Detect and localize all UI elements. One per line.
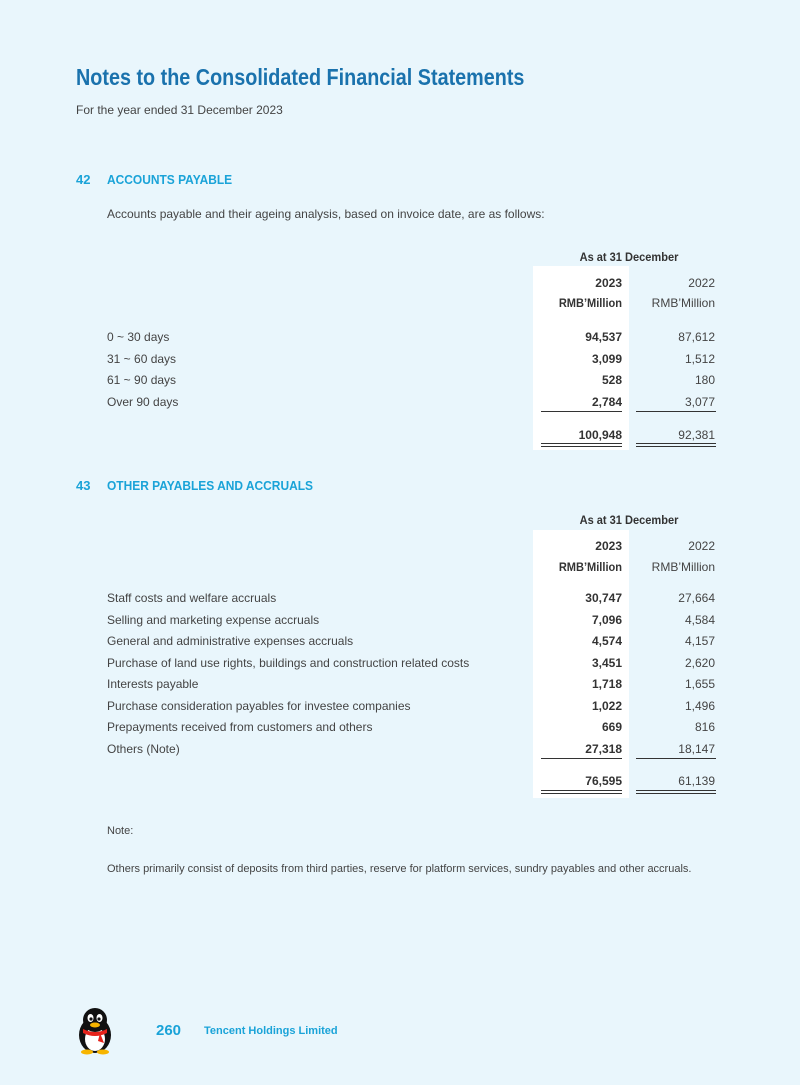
subtotal-rule-2022 [636, 758, 716, 759]
row-value-2022: 2,620 [684, 656, 715, 670]
total-value-2022: 61,139 [678, 774, 715, 788]
total-value-2023: 100,948 [578, 428, 622, 442]
row-value-2022: 3,077 [684, 395, 715, 409]
section-42-intro: Accounts payable and their ageing analysis, based on invoice date, are as follows: [107, 207, 545, 221]
section-43-title: OTHER PAYABLES AND ACCRUALS [107, 478, 314, 493]
year-current-header: 2023 [595, 276, 622, 290]
total-value-2023: 76,595 [585, 774, 622, 788]
year-prior-header: 2022 [688, 539, 715, 553]
row-value-2023: 7,096 [591, 613, 622, 627]
section-42-number: 42 [76, 172, 91, 187]
total-double-rule-2023-top [541, 790, 622, 791]
row-value-2022: 1,512 [684, 352, 715, 366]
company-name: Tencent Holdings Limited [204, 1025, 338, 1037]
row-label: 31 ~ 60 days [107, 352, 177, 366]
row-value-2023: 94,537 [585, 330, 622, 344]
row-value-2022: 4,157 [684, 634, 715, 648]
row-label: Purchase consideration payables for investee companies [107, 699, 411, 713]
row-value-2023: 3,099 [591, 352, 622, 366]
row-value-2022: 27,664 [678, 591, 715, 605]
unit-current-header: RMB’Million [558, 296, 622, 310]
row-value-2022: 18,147 [678, 742, 715, 756]
total-double-rule-2022-bottom [636, 446, 716, 447]
row-label: General and administrative expenses accruals [107, 634, 354, 648]
total-double-rule-2023-top [541, 443, 622, 444]
note-text: Others primarily consist of deposits from third parties, reserve for platform services, sundry payables and other accruals. [107, 863, 692, 875]
row-value-2023: 1,718 [591, 677, 622, 691]
row-value-2022: 1,496 [684, 699, 715, 713]
total-double-rule-2022-top [636, 790, 716, 791]
row-label: Prepayments received from customers and others [107, 720, 373, 734]
page-number: 260 [156, 1022, 182, 1039]
row-value-2023: 30,747 [585, 591, 622, 605]
total-double-rule-2022-top [636, 443, 716, 444]
total-double-rule-2023-bottom [541, 793, 622, 794]
row-value-2023: 669 [601, 720, 622, 734]
row-label: Interests payable [107, 677, 199, 691]
row-value-2023: 27,318 [585, 742, 622, 756]
row-label: Purchase of land use rights, buildings and construction related costs [107, 656, 470, 670]
row-value-2022: 816 [694, 720, 715, 734]
row-value-2023: 4,574 [591, 634, 622, 648]
unit-current-header: RMB’Million [558, 560, 622, 574]
row-label: Others (Note) [107, 742, 180, 756]
section-42-title: ACCOUNTS PAYABLE [107, 172, 233, 187]
unit-prior-header: RMB’Million [651, 560, 715, 574]
row-value-2023: 528 [601, 373, 622, 387]
row-value-2023: 3,451 [591, 656, 622, 670]
page-subtitle: For the year ended 31 December 2023 [76, 103, 283, 117]
page-title: Notes to the Consolidated Financial Statements [76, 64, 525, 90]
as-at-header: As at 31 December [579, 250, 679, 264]
section-43-number: 43 [76, 478, 91, 493]
as-at-header: As at 31 December [579, 513, 679, 527]
penguin-icon [74, 1005, 116, 1055]
row-value-2022: 4,584 [684, 613, 715, 627]
row-value-2023: 1,022 [591, 699, 622, 713]
row-value-2022: 87,612 [678, 330, 715, 344]
row-label: Staff costs and welfare accruals [107, 591, 277, 605]
row-value-2022: 180 [694, 373, 715, 387]
total-double-rule-2022-bottom [636, 793, 716, 794]
unit-prior-header: RMB’Million [651, 296, 715, 310]
row-value-2022: 1,655 [684, 677, 715, 691]
row-label: Selling and marketing expense accruals [107, 613, 320, 627]
year-prior-header: 2022 [688, 276, 715, 290]
total-double-rule-2023-bottom [541, 446, 622, 447]
total-value-2022: 92,381 [678, 428, 715, 442]
year-current-header: 2023 [595, 539, 622, 553]
subtotal-rule-2023 [541, 758, 622, 759]
note-heading: Note: [107, 825, 134, 837]
row-label: 61 ~ 90 days [107, 373, 177, 387]
row-value-2023: 2,784 [591, 395, 622, 409]
row-label: Over 90 days [107, 395, 179, 409]
subtotal-rule-2023 [541, 411, 622, 412]
row-label: 0 ~ 30 days [107, 330, 170, 344]
subtotal-rule-2022 [636, 411, 716, 412]
